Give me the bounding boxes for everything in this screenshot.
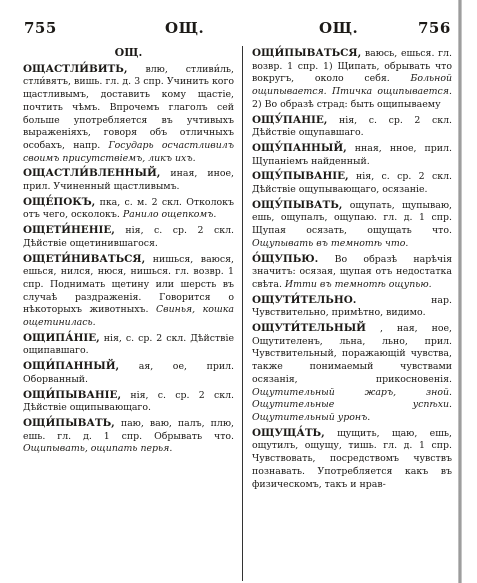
entry-definition: нія, с. ср. 2 скл. Дѣйствіе ощетинившагося. [23,225,234,249]
entry-definition: нія, с. ср. 2 скл. Дѣйствіе ощупывающаго, осязаніе. [252,171,452,196]
left-entries [23,63,234,456]
entry-definition: нар. Чувствительно, примѣтно, видимо. [252,294,452,319]
entry-definition: ваюсь, ешься. гл. возвр. 1 спр. 1) Щипать, обрывать что вокругъ, около себя. [252,48,452,85]
entry-headword: ОЩИ́ПАННЫЙ, [23,360,120,373]
entry-headword: О́ЩУПЬЮ. [252,252,319,265]
entry-example: Ощутительный жаръ, зной. Ощутительные успѣхи. Ощутительный уронъ. [252,386,452,423]
entry-headword: ОЩАСТЛИ́ВИТЬ, [23,62,128,75]
page-number-left: 755 [24,19,57,37]
entry-definition: Во образѣ нарѣчія значитъ: осязая, щупая отъ недостатка свѣта. [252,253,452,290]
entry-headword: ОЩЕТИ́НИВАТЬСЯ, [23,252,146,265]
entry-definition-continued: 2) Во образѣ страд: быть ощипываему [252,98,441,110]
dictionary-entry [252,253,452,292]
dictionary-entry [23,167,234,193]
dictionary-entry [252,294,452,320]
entry-headword: ОЩИ́ПЫВАТЬСЯ, [252,47,362,59]
entry-definition: ая, ое, прил. Оборванный. [23,361,234,385]
dictionary-entry [23,417,234,456]
entry-definition: паю, ваю, палъ, плю, ешь. гл. д. 1 спр. Обрывать что. [23,417,234,442]
entry-definition: щущить, щаю, ешь, ощутилъ, ощущу, тишь. гл. д. 1 спр. Чувствовать, посредствомъ чувствъ познавать. Употребляется какъ въ физическомъ, такъ и нрав- [252,427,452,490]
dictionary-entry [252,114,452,140]
entry-example: Ранило ощепкомъ. [122,209,217,221]
dictionary-entry [252,322,452,425]
entry-definition: иная, иное, прил. Учиненный щастливымъ. [23,168,234,193]
entry-definition: , ная, ное, Ощутителенъ, льна, льно, прил. Чувствительный, поражающій чувства, также понимаемый чувствами осязанія, прикосновенія. [252,323,452,385]
entry-definition: влю, стливи́ль, стли́вятъ, вишь. гл. д. 3 спр. Учинить кого щастливымъ, доставить кому щастіе, почтить чѣмъ. Впрочемъ глаголъ сей больше употребляется въ учтивыхъ выраженіяхъ, говоря объ отличныхъ особахъ, напр. [23,63,234,151]
running-head-left: ОЩ. [165,19,205,37]
entry-headword: ОЩУ́ПЫВАНІЕ, [252,170,349,183]
page-number-right: 756 [418,19,451,37]
entry-example: Ощупывать въ темнотѣ что. [252,237,409,249]
entry-headword: ОЩИ́ПЫВАНІЕ, [23,388,122,401]
entry-definition: нія, с. ср. 2 скл. Дѣйствіе ощупавшаго. [252,114,452,139]
entry-headword: ОЩУТИ́ТЕЛЬНЫЙ [252,322,367,335]
column-divider [242,46,243,581]
entry-definition: ощупать, щупываю, ешь, ощупалъ, ощупаю. гл. д. 1 спр. Щупая осязать, ощущать что. [252,199,452,237]
page-edge-shadow [458,0,462,583]
dictionary-entry [252,427,452,492]
dictionary-entry [23,196,234,222]
dictionary-entry [23,253,234,330]
dictionary-entry [23,389,234,415]
right-entries [252,47,452,491]
dictionary-entry [23,224,234,250]
dictionary-entry [252,199,452,251]
entry-definition: нная, нное, прил. Щупанiемъ найденный. [252,142,452,167]
entry-definition: нія, с. ср. 2 скл. Дѣйствіе ощипавшаго. [23,332,234,357]
entry-example: Свинья, кошка ощетинилась. [23,304,234,329]
dictionary-entry [23,63,234,166]
entry-definition: нія, с. ср. 2 скл. Дѣйствіе ощипывающаго. [23,389,234,414]
entry-definition: пка, с. м. 2 скл. Отколокъ отъ чего, осколокъ. [23,196,234,221]
entry-headword: ОЩУ́ПАННЫЙ, [252,141,347,154]
entry-example: Больной ощипывается. Птичка ощипывается. [252,73,452,98]
dictionary-entry [252,47,452,112]
entry-headword: ОЩУТИ́ТЕЛЬНО. [252,293,357,306]
entry-definition: нишься, ваюся, ешься, нился, нюся, нишься. гл. возвр. 1 спр. Поднимать щетину или шерсть въ случаѣ раздраженія. Говорится о нѣкоторыхъ животныхъ. [23,253,234,316]
entry-headword: ОЩИ́ПЫВАТЬ, [23,416,115,429]
entry-headword: ОЩЕТИ́НЕНІЕ, [23,224,115,237]
left-column [23,47,234,456]
entry-example: Итти въ темнотѣ ощупью. [284,278,432,290]
entry-headword: ОЩУЩА́ТЬ, [252,426,325,439]
dictionary-entry [252,170,452,196]
entry-headword: ОЩУ́ПЫВАТЬ, [252,198,343,211]
entry-example: Ощипывать, ощипать перья. [23,443,173,455]
entry-headword: ОЩАСТЛИ́ВЛЕННЫЙ, [23,167,161,180]
dictionary-entry [23,332,234,358]
entry-headword: ОЩЕ́ПОКЪ, [23,195,96,208]
running-head-right: ОЩ. [319,19,359,37]
dictionary-entry [23,360,234,386]
entry-headword: ОЩИПА́НІЕ, [23,331,100,344]
dictionary-entry [252,142,452,168]
section-heading: ОЩ. [114,46,143,59]
entry-headword: ОЩУ́ПАНІЕ, [252,113,328,126]
right-column [252,47,452,491]
entry-example: Государь осчастливилъ своимъ присутствіемъ, ликъ ихъ. [23,139,234,164]
